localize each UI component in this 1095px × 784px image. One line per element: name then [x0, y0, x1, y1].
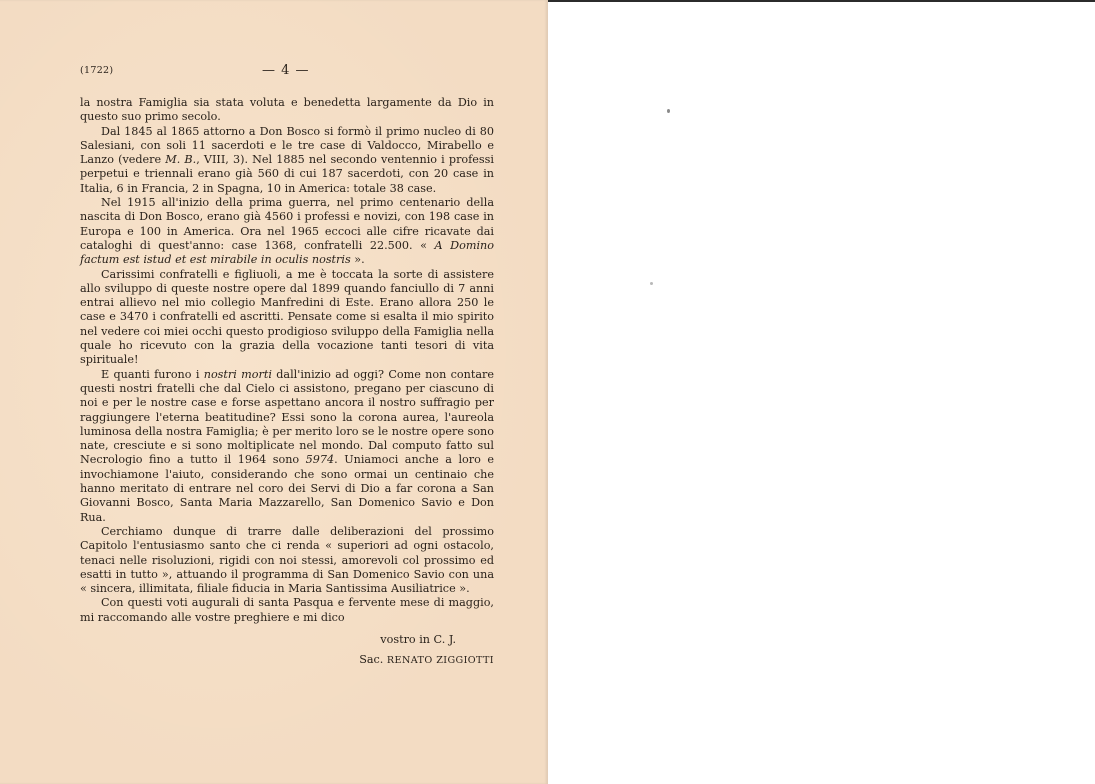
- closing-salutation: vostro in C. J.: [380, 632, 456, 646]
- letter-closing: [80, 633, 494, 669]
- paragraph: Nel 1915 all'inizio della prima guerra, nel primo centenario della nascita di Don Bosco, erano già 4560 i professi e novizi, con 198 case in Europa e 100 in America. Ora nel 1965 eccoci alle cifre ricavate dai cataloghi di quest'anno: case 1368, confratelli 22.500. « A Domino factum est istud et est mirabile in oculis nostris ».: [80, 196, 494, 267]
- signature-first-name: RENATO: [386, 655, 433, 667]
- signature: [80, 653, 494, 668]
- signature-surname: ZIGGIOTTI: [436, 655, 494, 667]
- paragraph: Con questi voti augurali di santa Pasqua e fervente mese di maggio, mi raccomando alle vostre preghiere e mi dico: [80, 596, 494, 624]
- scan-edge-line: [548, 0, 1095, 2]
- scan-speck: [650, 282, 653, 285]
- paragraph: Carissimi confratelli e figliuoli, a me è toccata la sorte di assistere allo sviluppo di queste nostre opere dal 1899 quando fanciullo di 7 anni entrai allievo nel mio collegio Manfredini di Este. Erano allora 250 le case e 3470 i confratelli ed ascritti. Pensate come si esalta il mio spirito nel vedere coi miei occhi questo prodigioso sviluppo della Famiglia nella quale ho ricevuto con la grazia della vocazione tanti tesori di vita spirituale!: [80, 267, 494, 367]
- paragraph: Cerchiamo dunque di trarre dalle deliberazioni del prossimo Capitolo l'entusiasmo santo che ci renda « superiori ad ogni ostacolo, tenaci nelle risoluzioni, rigidi con noi stessi, amorevoli col prossimo ed esatti in tutto », attuando il programma di San Domenico Savio con una « sincera, illimitata, filiale fiducia in Maria Santissima Ausiliatrice ».: [80, 524, 494, 596]
- scan-speck: [667, 109, 670, 113]
- paragraph: Dal 1845 al 1865 attorno a Don Bosco si formò il primo nucleo di 80 Salesiani, con soli 11 sacerdoti e le tre case di Valdocco, Mirabello e Lanzo (vedere M. B., VIII, 3). Nel 1885 nel secondo ventennio i professi perpetui e triennali erano già 560 di cui 187 sacerdoti, con 20 case in Italia, 6 in Francia, 2 in Spagna, 10 in America: totale 38 case.: [80, 124, 494, 195]
- letter-body: [80, 96, 494, 669]
- paragraph: la nostra Famiglia sia stata voluta e benedetta largamente da Dio in questo suo primo secolo.: [80, 96, 494, 124]
- signature-title: Sac.: [359, 653, 384, 667]
- page-number: — 4 —: [262, 63, 310, 78]
- catalog-number: (1722): [80, 65, 114, 76]
- paragraph: E quanti furono i nostri morti dall'inizio ad oggi? Come non contare questi nostri fratelli che dal Cielo ci assistono, pregano per ciascuno di noi e per le nostre case e forse aspettano ancora il nostro suffragio per raggiungere l'eterna beatitudine? Essi sono la corona aurea, l'aureola luminosa della nostra Famiglia; è per merito loro se le nostre opere sono nate, cresciute e si sono moltiplicate nel mondo. Dal computo fatto sul Necrologio fino a tutto il 1964 sono 5974. Uniamoci anche a loro e invochiamone l'aiuto, considerando che sono ormai un centinaio che hanno meritato di entrare nel coro dei Servi di Dio a far corona a San Giovanni Bosco, Santa Maria Mazzarello, San Domenico Savio e Don Rua.: [80, 367, 494, 524]
- page-header: [80, 63, 494, 81]
